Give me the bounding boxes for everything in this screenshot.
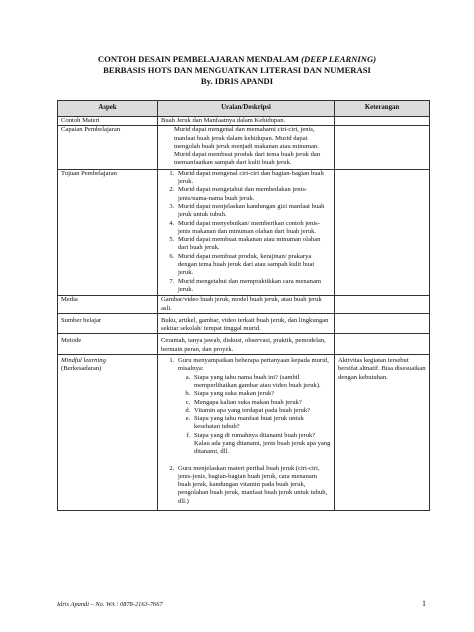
row-label-metode: Metode (58, 334, 158, 355)
list-item: 5. Murid dapat membuat makanan atau minuman olahan dari buah jeruk. (176, 236, 331, 253)
row-text-metode: Ceramah, tanya jawab, diskusi, observasi, praktik, pemodelan, bermain peran, dan proyek. (158, 334, 335, 355)
table-row (58, 334, 430, 355)
row-note-metode (335, 334, 430, 355)
table-row (58, 355, 430, 511)
row-text-capaian: Murid dapat mengenal dan memahami ciri-ciri, jenis, manfaat buah jeruk dalam kehidupan. Murid dapat mengolah buah jeruk menjadi makanan atau minuman. Murid dapat membuat produk dari tema buah jeruk dan memanfaatkan sampah dari kulit buah jeruk. (158, 126, 335, 169)
mindful-label: Mindful learning (61, 357, 106, 365)
mindful-sublabel: (Berkesadaran) (61, 365, 102, 373)
row-note-mindful: Aktivitas kegiatan tersebut bersifat altnatif. Bisa disesuaikan dengan kebutuhan. (335, 355, 430, 511)
row-note-media (335, 296, 430, 314)
footer-author: Idris Apandi – No. WA : 0878-2163-7667 (57, 601, 163, 608)
mindful-item1-intro: Guru menyampaikan beberapa pertanyaan kepada murid, misalnya: (178, 357, 329, 373)
table-row (58, 117, 430, 126)
mindful-list (161, 357, 331, 506)
list-item: 2. Guru menjelaskan materi perihal buah jeruk (ciri-ciri, jenis-jenis, bagian-bagian buah jeruk, cara menanam buah jeruk, kandungan vitamin pada buah jeruk, pengolahan buah jeruk, manfaat buah jeruk untuk tubuh, dll.) (176, 465, 331, 506)
mindful-question-list (178, 374, 331, 457)
header-keterangan: Keterangan (335, 101, 430, 117)
list-item: d. Vitamin apa yang terdapat pada buah jeruk? (192, 407, 331, 415)
header-uraian: Uraian/Deskripsi (158, 101, 335, 117)
list-item: f. Siapa yang di rumahnya ditanami buah jeruk? Kalau ada yang ditanami, jenis buah jeruk apa yang ditanami, dll. (192, 432, 331, 457)
doc-title-prefix: CONTOH DESAIN PEMBELAJARAN MENDALAM (97, 54, 302, 64)
table-row (58, 313, 430, 334)
row-label-capaian: Capaian Pembelajaran (58, 126, 158, 169)
doc-author-line: By. IDRIS APANDI (200, 76, 274, 86)
list-item: 1. Murid dapat mengenal ciri-ciri dan bagian-bagian buah jeruk. (176, 170, 331, 187)
doc-title-line2: BERBASIS HOTS DAN MENGUATKAN LITERASI DAN NUMERASI (103, 65, 371, 75)
doc-title-line1 (0, 54, 474, 65)
list-item: a. Siapa yang tahu nama buah ini? (sambil memperlihatkan gambar atau video buah jeruk). (192, 374, 331, 391)
list-item: 3. Murid dapat menjelaskan kandungan gizi manfaat buah jeruk untuk tubuh. (176, 203, 331, 220)
table-row (58, 126, 430, 169)
list-item: b. Siapa yang suka makan jeruk? (192, 390, 331, 398)
list-item: 7. Murid mengetahui dan mempraktikkan cara menanam jeruk. (176, 278, 331, 295)
list-spacer (178, 457, 331, 465)
row-text-mindful (158, 355, 335, 511)
row-label-mindful (58, 355, 158, 511)
table-row (58, 169, 430, 295)
doc-title-italic: (DEEP LEARNING) (301, 54, 377, 64)
list-item: 6. Murid dapat membuat produk, kerajinan/ prakarya dengan tema buah jeruk dari atau sampah kulit buat jeruk. (176, 253, 331, 278)
table-row (58, 296, 430, 314)
list-item: 4. Murid dapat menyebutkan/ memberikan contoh jenis-jenis makanan dan minuman olahan dari buah jeruk. (176, 220, 331, 237)
list-item (176, 357, 331, 465)
table-header-row (58, 101, 430, 117)
list-item: 2. Murid dapat mengetahui dan membedakan jenis-jenis/nama-nama buah jeruk. (176, 186, 331, 203)
row-note-capaian (335, 126, 430, 169)
list-item: e. Siapa yang tahu manfaat buat jeruk untuk kesehatan tubuh? (192, 415, 331, 432)
list-item: c. Mengapa kalian suka makan buah jeruk? (192, 399, 331, 407)
row-label-sumber: Sumber belajar (58, 313, 158, 334)
row-text-sumber: Buku, artikel, gambar, video terkait buah jeruk, dan lingkungan sekitar sekolah/ tempat tinggal murid. (158, 313, 335, 334)
row-label-contoh-materi: Contoh Materi (58, 117, 158, 126)
row-text-contoh-materi: Buah Jeruk dan Manfaatnya dalam Kehidupan. (158, 117, 335, 126)
page-number: 1 (422, 599, 426, 608)
header-aspek: Aspek (58, 101, 158, 117)
row-label-tujuan: Tujuan Pembelajaran (58, 169, 158, 295)
row-note-contoh-materi (335, 117, 430, 126)
row-label-media: Media (58, 296, 158, 314)
row-note-tujuan (335, 169, 430, 295)
tujuan-list (161, 170, 331, 294)
row-note-sumber (335, 313, 430, 334)
lesson-design-table (57, 100, 430, 511)
row-text-tujuan (158, 169, 335, 295)
row-text-media: Gambar/video buah jeruk, model buah jeruk, atau buah jeruk asli. (158, 296, 335, 314)
